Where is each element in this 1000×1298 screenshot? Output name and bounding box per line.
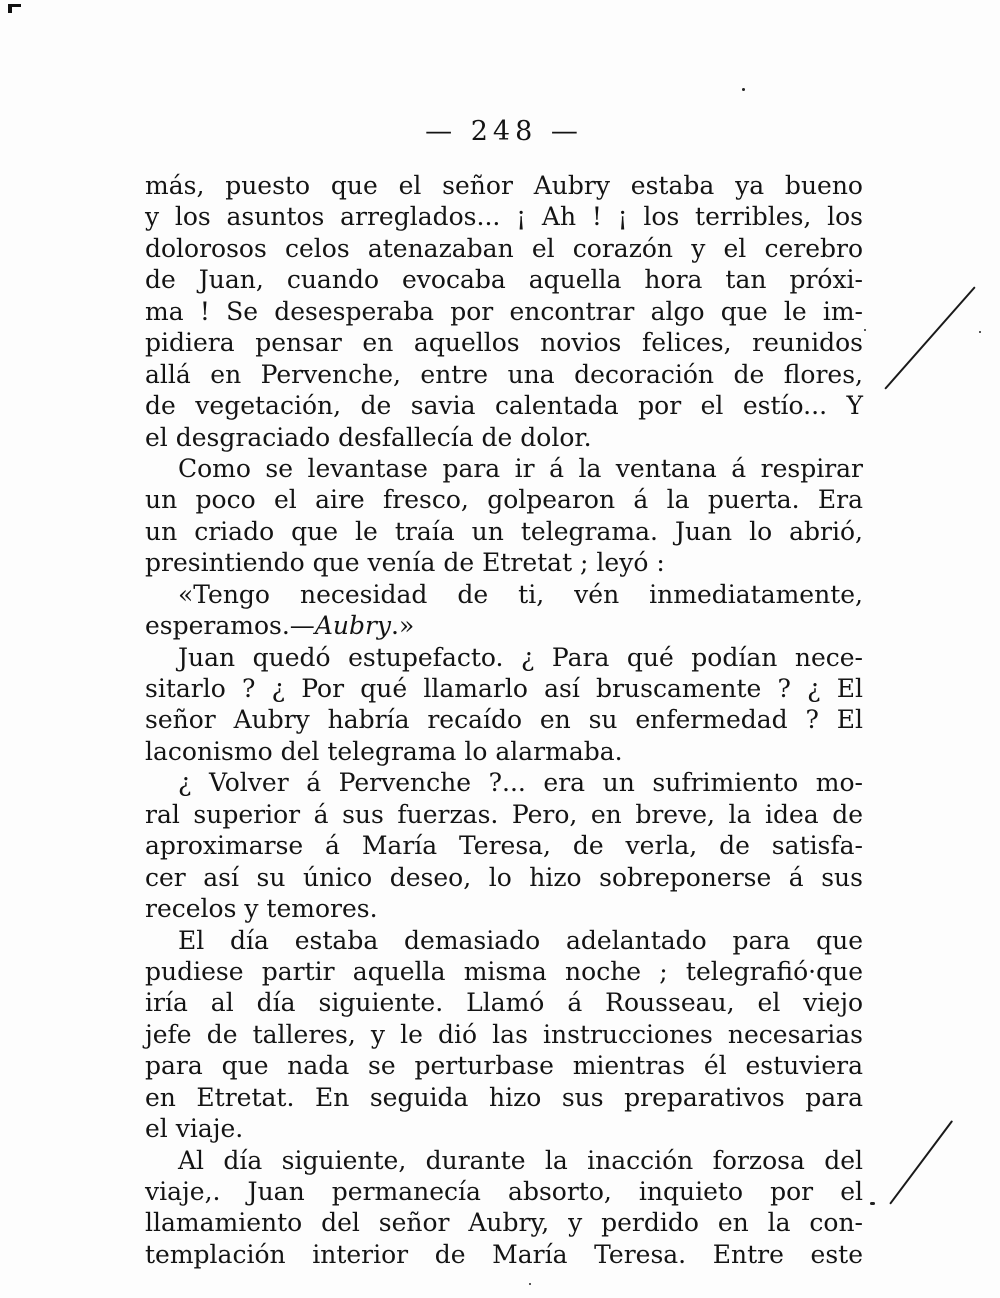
text-line: de Juan, cuando evocaba aquella hora tan próxi- xyxy=(145,265,863,295)
text-line: pudiese partir aquella misma noche ; telegrafió·que xyxy=(145,956,863,986)
ink-speck xyxy=(742,88,745,91)
text-line xyxy=(145,610,863,641)
text-line: ral superior á sus fuerzas. Pero, en breve, la idea de xyxy=(145,799,863,829)
text-line: y los asuntos arreglados... ¡ Ah ! ¡ los terribles, los xyxy=(145,202,863,232)
text-line: presintiendo que venía de Etretat ; leyó : xyxy=(145,548,665,578)
text-line: viaje,. Juan permanecía absorto, inquieto por el xyxy=(145,1177,863,1206)
corner-registration-mark xyxy=(8,4,21,13)
text-line: iría al día siguiente. Llamó á Rousseau, el viejo xyxy=(145,988,863,1018)
text-line: para que nada se perturbase mientras él estuviera xyxy=(145,1051,863,1081)
text-line: laconismo del telegrama lo alarmaba. xyxy=(145,736,623,766)
text-block xyxy=(145,170,863,1270)
text-line: jefe de talleres, y le dió las instrucciones necesarias xyxy=(145,1019,863,1049)
text-line: templación interior de María Teresa. Entre este xyxy=(145,1239,863,1269)
ink-speck xyxy=(870,1202,875,1205)
text-line: ma ! Se desesperaba por encontrar algo que le im- xyxy=(145,296,863,326)
text-line: más, puesto que el señor Aubry estaba ya bueno xyxy=(145,171,863,200)
text-line: dolorosos celos atenazaban el corazón y el cerebro xyxy=(145,233,863,263)
text-line: allá en Pervenche, entre una decoración de flores, xyxy=(145,359,863,389)
text-line: el desgraciado desfallecía de dolor. xyxy=(145,422,592,452)
text-line: llamamiento del señor Aubry, y perdido en la con- xyxy=(145,1208,863,1238)
text-line: Como se levantase para ir á la ventana á respirar xyxy=(178,453,863,483)
ink-speck xyxy=(864,329,866,331)
ink-speck xyxy=(529,1283,531,1285)
text-line: Juan quedó estupefacto. ¿ Para qué podían nece- xyxy=(178,642,863,672)
text-line: de vegetación, de savia calentada por el estío... Y xyxy=(145,391,863,421)
text-line: pidiera pensar en aquellos novios felices, reunidos xyxy=(145,328,863,358)
text-line: aproximarse á María Teresa, de verla, de satisfa- xyxy=(145,831,863,861)
text-line: el viaje. xyxy=(145,1114,244,1144)
ink-speck xyxy=(979,331,981,333)
text-line: El día estaba demasiado adelantado para que xyxy=(178,925,863,955)
text-line: un criado que le traía un telegrama. Juan lo abrió, xyxy=(145,516,863,546)
text-run: esperamos.— xyxy=(145,611,315,641)
text-line: ¿ Volver á Pervenche ?... era un sufrimiento mo- xyxy=(178,768,863,798)
scratch-mark xyxy=(884,286,975,389)
text-line: sitarlo ? ¿ Por qué llamarlo así bruscamente ? ¿ El xyxy=(145,674,863,703)
text-line: cer así su único deseo, lo hizo sobreponerse á sus xyxy=(145,862,863,892)
telegram-signature: Aubry xyxy=(314,611,392,641)
text-line: «Tengo necesidad de ti, vén inmediatamente, xyxy=(178,579,863,609)
text-line: un poco el aire fresco, golpearon á la puerta. Era xyxy=(145,485,863,515)
text-line: señor Aubry habría recaído en su enfermedad ? El xyxy=(145,705,863,735)
page-number: — 248 — xyxy=(425,116,583,147)
text-line: en Etretat. En seguida hizo sus preparativos para xyxy=(145,1082,863,1112)
scratch-mark xyxy=(889,1120,953,1204)
text-run: .» xyxy=(391,611,415,641)
text-line: Al día siguiente, durante la inacción forzosa del xyxy=(178,1145,863,1175)
text-line: recelos y temores. xyxy=(145,894,378,924)
